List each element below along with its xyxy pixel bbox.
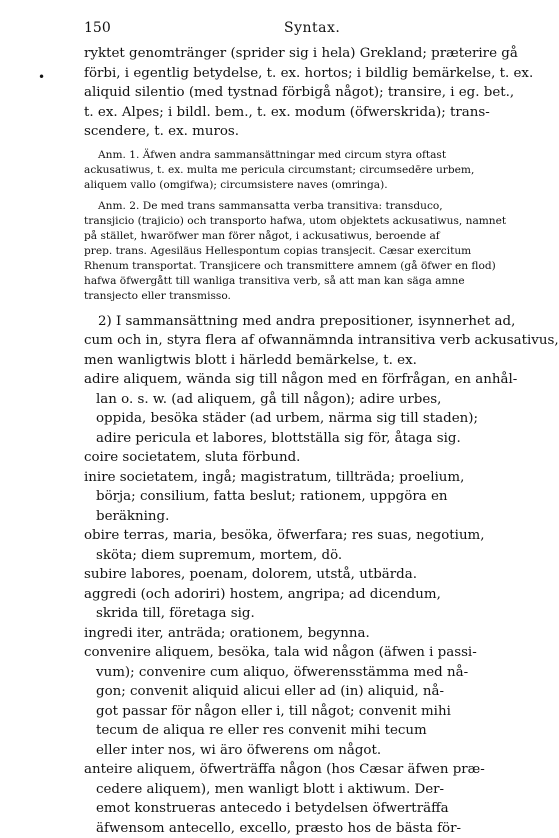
entry-inire bbox=[84, 468, 504, 527]
entry-line: inire societatem, ingå; magistratum, tillträda; proelium, bbox=[84, 468, 504, 488]
entry-line: emot konstrueras antecedo i betydelsen öfwerträffa bbox=[84, 799, 504, 819]
entry-line: anteire aliquem, öfwerträffa någon (hos Cæsar äfwen præ- bbox=[84, 760, 504, 780]
text-line: ryktet genomtränger (sprider sig i hela) Grekland; præterire gå bbox=[84, 44, 504, 64]
entry-obire bbox=[84, 526, 504, 565]
entry-convenire bbox=[84, 643, 504, 760]
paragraph-continuation bbox=[84, 44, 504, 142]
entry-line: subire labores, poenam, dolorem, utstå, utbärda. bbox=[84, 565, 504, 585]
page-header bbox=[84, 20, 496, 40]
text-line: 2) I sammansättning med andra prepositioner, isynnerhet ad, bbox=[84, 312, 504, 332]
note-line: Rhenum transportat. Transjicere och transmittere amnem (gå öfwer en flod) bbox=[84, 259, 504, 274]
margin-bullet: • bbox=[38, 70, 45, 84]
note-line: transjecto eller transmisso. bbox=[84, 289, 504, 304]
entry-anteire bbox=[84, 760, 504, 838]
entry-line: aggredi (och adoriri) hostem, angripa; ad dicendum, bbox=[84, 585, 504, 605]
entry-line: obire terras, maria, besöka, öfwerfara; res suas, negotium, bbox=[84, 526, 504, 546]
entry-line: vum); convenire cum aliquo, öfwerensstämma med nå- bbox=[84, 663, 504, 683]
note-line: aliquem vallo (omgifwa); circumsistere naves (omringa). bbox=[84, 178, 504, 193]
note-line: transjicio (trajicio) och transporto hafwa, utom objektets ackusatiwus, namnet bbox=[84, 214, 504, 229]
entry-line: adire aliquem, wända sig till någon med en förfrågan, en anhål- bbox=[84, 370, 504, 390]
section-2-intro bbox=[84, 312, 504, 371]
entry-line: börja; consilium, fatta beslut; rationem, uppgöra en bbox=[84, 487, 504, 507]
entry-aggredi bbox=[84, 585, 504, 624]
entry-line: gon; convenit aliquid alicui eller ad (in) aliquid, nå- bbox=[84, 682, 504, 702]
entry-line: lan o. s. w. (ad aliquem, gå till någon); adire urbes, bbox=[84, 390, 504, 410]
entry-subire bbox=[84, 565, 504, 585]
text-line: t. ex. Alpes; i bildl. bem., t. ex. modum (öfwerskrida); trans- bbox=[84, 103, 504, 123]
entry-line: adire pericula et labores, blottställa sig för, åtaga sig. bbox=[84, 429, 504, 449]
note-anm-1 bbox=[84, 148, 504, 193]
running-title: Syntax. bbox=[284, 20, 340, 36]
note-anm-2 bbox=[84, 199, 504, 304]
note-line: hafwa öfwergått till wanliga transitiva verb, så att man kan säga amne bbox=[84, 274, 504, 289]
entry-ingredi bbox=[84, 624, 504, 644]
entry-coire bbox=[84, 448, 504, 468]
entry-line: sköta; diem supremum, mortem, dö. bbox=[84, 546, 504, 566]
note-line: Anm. 1. Äfwen andra sammansättningar med circum styra oftast bbox=[84, 148, 504, 163]
entry-line: cedere aliquem), men wanligt blott i aktiwum. Der- bbox=[84, 780, 504, 800]
entry-line: got passar för någon eller i, till något; convenit mihi bbox=[84, 702, 504, 722]
text-line: men wanligtwis blott i härledd bemärkelse, t. ex. bbox=[84, 351, 504, 371]
entry-line: coire societatem, sluta förbund. bbox=[84, 448, 504, 468]
entry-line: eller inter nos, wi äro öfwerens om något. bbox=[84, 741, 504, 761]
entry-adire bbox=[84, 370, 504, 448]
entry-line: äfwensom antecello, excello, præsto hos de bästa för- bbox=[84, 819, 504, 838]
text-line: förbi, i egentlig betydelse, t. ex. hortos; i bildlig bemärkelse, t. ex. bbox=[84, 64, 504, 84]
entry-line: skrida till, företaga sig. bbox=[84, 604, 504, 624]
page-number: 150 bbox=[84, 20, 111, 36]
note-line: Anm. 2. De med trans sammansatta verba transitiva: transduco, bbox=[84, 199, 504, 214]
entry-line: convenire aliquem, besöka, tala wid någon (äfwen i passi- bbox=[84, 643, 504, 663]
text-line: aliquid silentio (med tystnad förbigå något); transire, i eg. bet., bbox=[84, 83, 504, 103]
entry-line: oppida, besöka städer (ad urbem, närma sig till staden); bbox=[84, 409, 504, 429]
entry-line: beräkning. bbox=[84, 507, 504, 527]
entry-line: ingredi iter, anträda; orationem, begynna. bbox=[84, 624, 504, 644]
text-line: cum och in, styra flera af ofwannämnda intransitiva verb ackusativus, bbox=[84, 331, 504, 351]
page-body bbox=[84, 44, 504, 838]
note-line: prep. trans. Agesiläus Hellespontum copias transjecit. Cæsar exercitum bbox=[84, 244, 504, 259]
note-line: på stället, hwaröfwer man förer något, i ackusatiwus, beroende af bbox=[84, 229, 504, 244]
text-line: scendere, t. ex. muros. bbox=[84, 122, 504, 142]
note-line: ackusatiwus, t. ex. multa me pericula circumstant; circumsedēre urbem, bbox=[84, 163, 504, 178]
entry-line: tecum de aliqua re eller res convenit mihi tecum bbox=[84, 721, 504, 741]
